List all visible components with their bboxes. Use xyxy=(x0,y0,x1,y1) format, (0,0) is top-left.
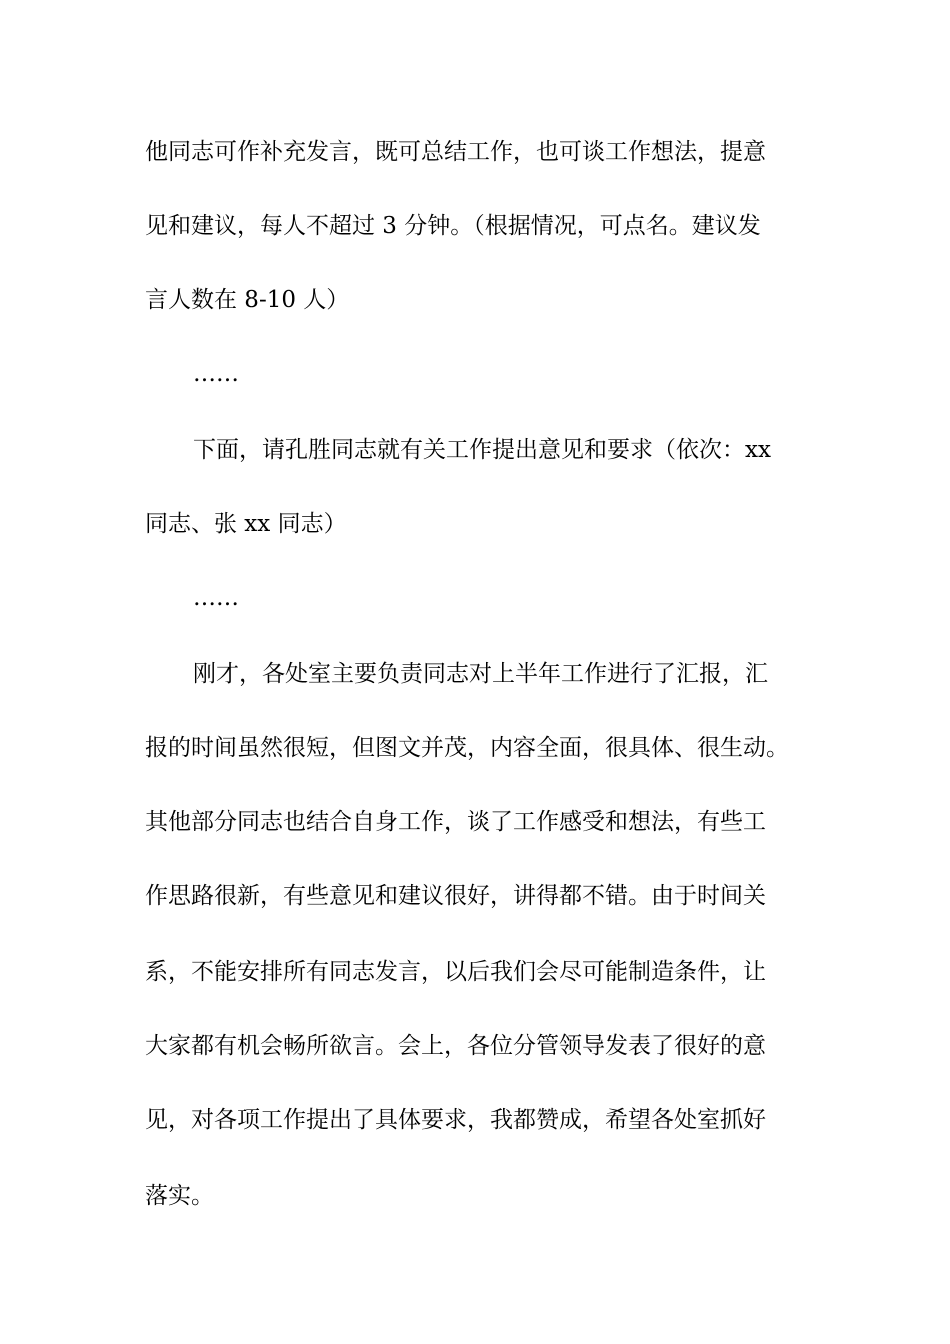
text-line: 报的时间虽然很短，但图文并茂，内容全面，很具体、很生动。 xyxy=(145,735,789,761)
text-line: 大家都有机会畅所欲言。会上，各位分管领导发表了很好的意 xyxy=(145,1033,766,1059)
ellipsis-line: …… xyxy=(193,585,239,611)
ellipsis-line: …… xyxy=(193,361,239,387)
text-line: 见和建议，每人不超过 3 分钟。（根据情况，可点名。建议发 xyxy=(145,213,761,239)
text-line: 他同志可作补充发言，既可总结工作，也可谈工作想法，提意 xyxy=(145,139,766,165)
text-line: 刚才，各处室主要负责同志对上半年工作进行了汇报，汇 xyxy=(193,661,768,687)
text-line: 作思路很新，有些意见和建议很好，讲得都不错。由于时间关 xyxy=(145,883,766,909)
text-line: 其他部分同志也结合自身工作，谈了工作感受和想法，有些工 xyxy=(145,809,766,835)
text-line: 下面，请孔胜同志就有关工作提出意见和要求（依次：xx xyxy=(193,437,771,463)
text-line: 同志、张 xx 同志） xyxy=(145,511,347,537)
text-line: 落实。 xyxy=(145,1183,214,1209)
text-line: 系，不能安排所有同志发言，以后我们会尽可能制造条件，让 xyxy=(145,959,766,985)
text-line: 见，对各项工作提出了具体要求，我都赞成，希望各处室抓好 xyxy=(145,1107,766,1133)
text-line: 言人数在 8-10 人） xyxy=(145,287,350,313)
